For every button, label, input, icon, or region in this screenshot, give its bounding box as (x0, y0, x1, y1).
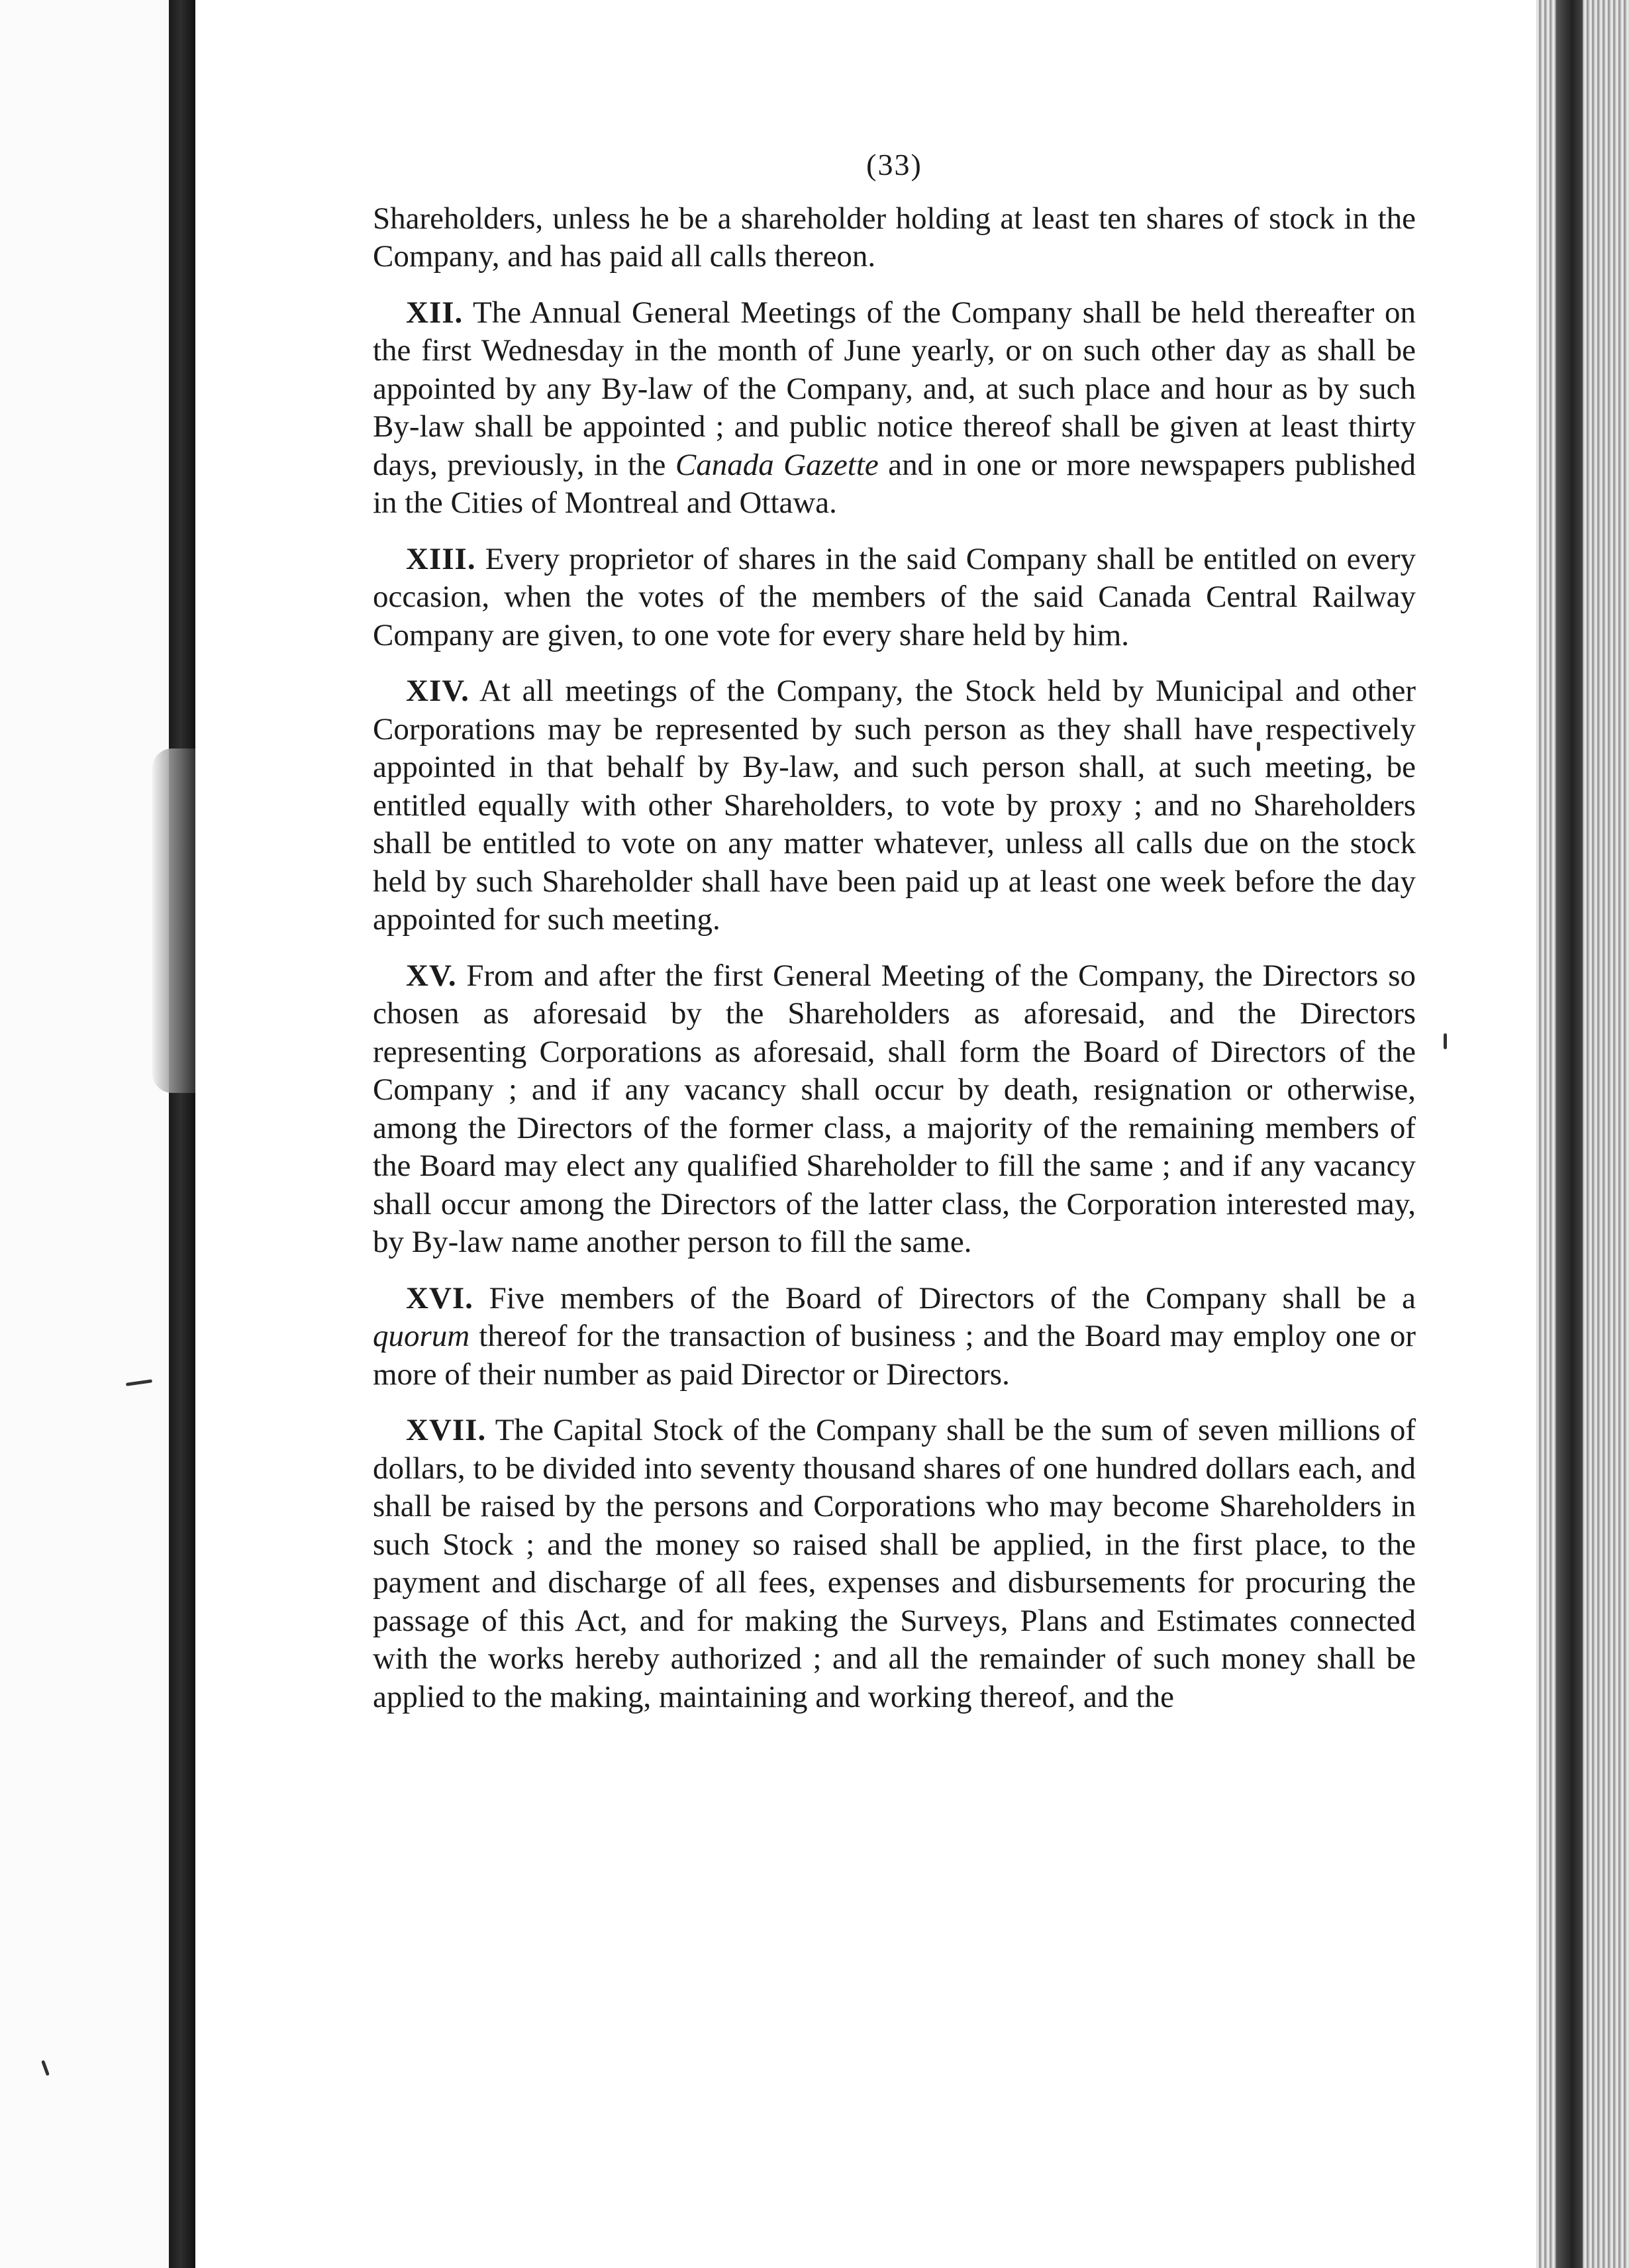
section-xiv (373, 672, 1416, 939)
section-text: From and after the first General Meeting of the Company, the Directors so chosen as aforesaid by the Shareholders as aforesaid, and the Directors representing Corporations as aforesaid, shall form the Board of Directors of the Company ; and if any vacancy shall occur by death, resignation or otherwise, among the Directors of the former class, a majority of the remaining members of the Board may elect any qualified Shareholder to fill the same ; and if any vacancy shall occur among the Directors of the latter class, the Corporation interested may, by By-law name another person to fill the same. (373, 958, 1416, 1259)
section-xvi (373, 1280, 1416, 1394)
section-text: The Capital Stock of the Company shall be the sum of seven millions of dollars, to be divided into seventy thousand shares of one hundred dollars each, and shall be raised by the persons and Corporations who may become Shareholders in such Stock ; and the money so raised shall be applied, in the first place, to the payment and discharge of all fees, expenses and disbursements for procuring the passage of this Act, and for making the Surveys, Plans and Estimates connected with the works hereby authorized ; and all the remainder of such money shall be applied to the making, maintaining and working thereof, and the (373, 1413, 1416, 1714)
left-facing-page (0, 0, 169, 2268)
torn-page-edge (152, 748, 199, 1093)
section-number: XV. (406, 958, 457, 993)
paragraph-continuation (373, 200, 1416, 276)
page-stack-shadow (1556, 0, 1583, 2268)
section-number: XVI. (406, 1280, 473, 1315)
section-number: XVII. (406, 1413, 487, 1447)
section-xvii (373, 1412, 1416, 1716)
paragraph-text: Shareholders, unless he be a shareholder holding at least ten shares of stock in the Company, and has paid all calls thereon. (373, 201, 1416, 274)
page-stack-edge (1536, 0, 1629, 2268)
italic-latin-term: quorum (373, 1319, 470, 1353)
section-text: thereof for the transaction of business ; and the Board may employ one or more of their number as paid Director or Directors. (373, 1319, 1416, 1392)
section-text: The Annual General Meetings of the Company shall be held thereafter on the first Wednesday in the month of June yearly, or on such other day as shall be appointed by any By-law of the Company, and, at such place and hour as by such By-law shall be appointed ; and public notice thereof shall be given at least thirty days, previously, in the (373, 295, 1416, 482)
italic-publication-name: Canada Gazette (675, 447, 879, 482)
section-xii (373, 294, 1416, 523)
section-text: and in one or more newspapers published in the Cities of Montreal and Ottawa. (373, 447, 1416, 520)
section-number: XIII. (406, 541, 476, 576)
book-spine (169, 0, 195, 2268)
paper-mark (1444, 1033, 1447, 1049)
section-xiii (373, 541, 1416, 655)
section-text: Every proprietor of shares in the said Company shall be entitled on every occasion, when the votes of the members of the said Canada Central Railway Company are given, to one vote for every share held by him. (373, 541, 1416, 652)
page-number: (33) (866, 148, 922, 181)
section-text: Five members of the Board of Directors of the Company shall be a (473, 1280, 1416, 1315)
document-body (373, 148, 1416, 1734)
section-text: At all meetings of the Company, the Stock held by Municipal and other Corporations may be represented by such person as they shall have respectively appointed in that behalf by By-law, and such person shall, at such meeting, be entitled equally with other Shareholders, to vote by proxy ; and no Shareholders shall be entitled to vote on any matter whatever, unless all calls due on the stock held by such Shareholder shall have been paid up at least one week before the day appointed for such meeting. (373, 674, 1416, 937)
section-number: XII. (406, 295, 464, 330)
section-xv (373, 957, 1416, 1262)
section-number: XIV. (406, 674, 469, 708)
